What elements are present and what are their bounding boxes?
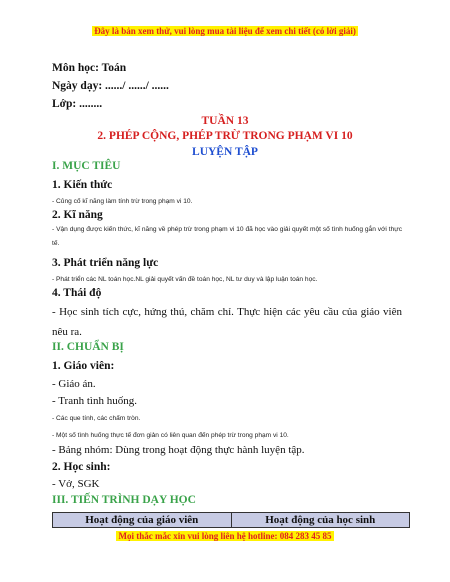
teacher-item-sticks: - Các que tính, các chấm tròn. — [52, 415, 141, 422]
teacher-item-lesson-plan: - Giáo án. — [52, 378, 96, 390]
section-objectives-title: I. MỤC TIÊU — [52, 160, 121, 172]
lesson-title: 2. PHÉP CỘNG, PHÉP TRỪ TRONG PHẠM VI 10 — [97, 130, 353, 142]
subject-line: Môn học: Toán — [52, 62, 127, 74]
activity-title: LUYỆN TẬP — [192, 146, 258, 158]
section-procedure-title: III. TIẾN TRÌNH DẠY HỌC — [52, 494, 196, 506]
attitude-title: 4. Thái độ — [52, 287, 102, 299]
section-preparation-title: II. CHUẨN BỊ — [52, 341, 124, 353]
student-activity-header: Hoạt động của học sinh — [231, 513, 410, 527]
skills-title: 2. Kĩ năng — [52, 209, 103, 221]
student-item-books: - Vở, SGK — [52, 478, 100, 490]
attitude-text: - Học sinh tích cực, hứng thú, chăm chỉ. Thực hiện các yêu cầu của giáo viên nêu ra. — [52, 306, 402, 338]
knowledge-title: 1. Kiến thức — [52, 179, 113, 191]
competence-text: - Phát triển các NL toán học.NL giải quyết vấn đề toán học, NL tư duy và lập luận toán học. — [52, 276, 318, 283]
hotline-footer — [0, 531, 450, 541]
teacher-item-group-board: - Bảng nhóm: Dùng trong hoạt động thực hành luyện tập. — [52, 444, 305, 456]
teacher-title: 1. Giáo viên: — [52, 360, 115, 372]
competence-title: 3. Phát triển năng lực — [52, 257, 159, 269]
grade-line: Lớp: ........ — [52, 98, 103, 110]
activity-table-header — [52, 512, 410, 528]
skills-text: - Vận dụng được kiến thức, kĩ năng về phép trừ trong phạm vi 10 đã học vào giải quyết một số tình huống gắn với thực tế. — [52, 226, 402, 247]
teacher-activity-header: Hoạt động của giáo viên — [53, 513, 231, 527]
week-title: TUẦN 13 — [201, 115, 249, 127]
teacher-item-situations: - Một số tình huống thực tế đơn giản có liên quan đến phép trừ trong phạm vi 10. — [52, 432, 289, 439]
preview-banner — [0, 26, 450, 36]
teacher-item-picture: - Tranh tình huống. — [52, 395, 137, 407]
student-title: 2. Học sinh: — [52, 461, 111, 473]
date-line: Ngày dạy: ....../ ....../ ...... — [52, 80, 169, 92]
preview-banner-text: Đây là bản xem thử, vui lòng mua tài liệu để xem chi tiết (có lời giải) — [94, 26, 356, 36]
hotline-footer-text: Mọi thắc mắc xin vui lòng liên hệ hotline: 084 283 45 85 — [118, 531, 332, 541]
knowledge-text: - Củng cố kĩ năng làm tính trừ trong phạm vi 10. — [52, 198, 193, 205]
